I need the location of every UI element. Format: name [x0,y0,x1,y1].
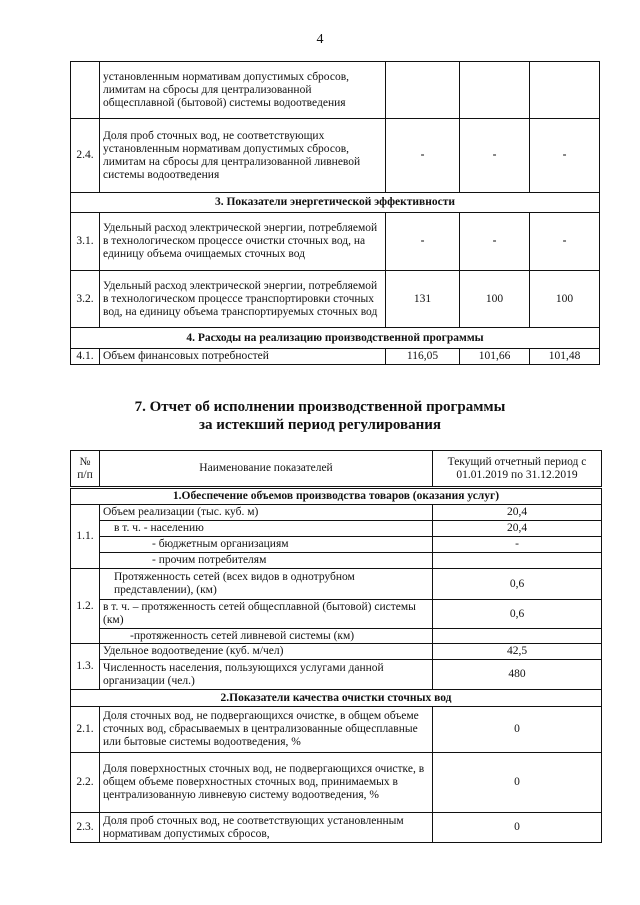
indicator-name: Удельный расход электрической энергии, потребляемой в технологическом процессе транспортировки сточных вод, на единицу объема транспортируемых сточных вод [100,271,386,328]
value-cell: 116,05 [386,349,460,365]
row-number [71,62,100,119]
indicator-name: в т. ч. - населению [100,521,433,537]
table-row [71,629,602,644]
table-row [71,521,602,537]
indicator-name: Доля проб сточных вод, не соответствующих установленным нормативам допустимых сбросов, лимитам на сбросы для централизованной ливневой системы водоотведения [100,119,386,193]
indicator-name: в т. ч. – протяженность сетей общесплавной (бытовой) системы (км) [100,600,433,629]
value-cell: - [530,213,600,271]
value-cell [386,62,460,119]
indicator-name: - бюджетным организациям [100,537,433,553]
value-cell: - [386,119,460,193]
section-row [71,488,602,505]
row-number: 2.2. [71,753,100,813]
table-row [71,644,602,660]
report-heading [0,398,640,434]
value-cell: 0 [433,753,602,813]
col-name-header: Наименование показателей [100,451,433,488]
row-number: 2.1. [71,707,100,753]
value-cell: 42,5 [433,644,602,660]
table-row [71,660,602,690]
indicator-name: Удельное водоотведение (куб. м/чел) [100,644,433,660]
page-number: 4 [316,32,324,47]
value-cell [530,62,600,119]
indicator-name: -протяженность сетей ливневой системы (км) [100,629,433,644]
value-cell: 100 [460,271,530,328]
table-row [71,553,602,569]
col-period-header: Текущий отчетный период с 01.01.2019 по 31.12.2019 [433,451,602,488]
section-row [71,193,600,213]
section-title: 1.Обеспечение объемов производства товаров (оказания услуг) [71,488,602,505]
row-number: 2.3. [71,813,100,843]
table-row [71,569,602,600]
value-cell: 0 [433,707,602,753]
indicator-name: Доля сточных вод, не подвергающихся очистке, в общем объеме сточных вод, сбрасываемых в централизованные общесплавные или бытовые системы водоотведения, % [100,707,433,753]
report-table [70,450,602,843]
row-number: 1.2. [71,569,100,644]
value-cell: - [386,213,460,271]
section-title: 2.Показатели качества очистки сточных вод [71,690,602,707]
value-cell: 0,6 [433,569,602,600]
indicator-name: Объем реализации (тыс. куб. м) [100,505,433,521]
value-cell: - [433,537,602,553]
row-number: 4.1. [71,349,100,365]
table-row [71,537,602,553]
value-cell: - [530,119,600,193]
section-row [71,690,602,707]
row-number: 1.3. [71,644,100,690]
table-row [71,62,600,119]
col-number-header: № п/п [71,451,100,488]
value-cell [460,62,530,119]
table-row [71,271,600,328]
value-cell: 20,4 [433,521,602,537]
value-cell: - [460,119,530,193]
indicator-name: Доля проб сточных вод, не соответствующих установленным нормативам допустимых сбросов, [100,813,433,843]
report-heading-line1: 7. Отчет об исполнении производственной программы [134,399,506,415]
table-row [71,349,600,365]
value-cell: 101,66 [460,349,530,365]
table-row [71,213,600,271]
row-number: 2.4. [71,119,100,193]
indicator-name: Удельный расход электрической энергии, потребляемой в технологическом процессе очистки сточных вод, на единицу объема очищаемых сточных вод [100,213,386,271]
table-row [71,813,602,843]
table-row [71,600,602,629]
indicator-name: - прочим потребителям [100,553,433,569]
value-cell: 0 [433,813,602,843]
indicator-name: Объем финансовых потребностей [100,349,386,365]
row-number: 3.1. [71,213,100,271]
indicator-name: Доля поверхностных сточных вод, не подвергающихся очистке, в общем объеме поверхностных сточных вод, принимаемых в централизованную ливневую систему водоотведения, % [100,753,433,813]
row-number: 3.2. [71,271,100,328]
value-cell: 100 [530,271,600,328]
indicator-name: Численность населения, пользующихся услугами данной организации (чел.) [100,660,433,690]
table-row [71,707,602,753]
value-cell: 20,4 [433,505,602,521]
value-cell: - [460,213,530,271]
indicator-name: Протяженность сетей (всех видов в однотрубном представлении), (км) [100,569,433,600]
section-row [71,328,600,349]
indicators-table-continued [70,61,600,365]
section-title: 4. Расходы на реализацию производственной программы [71,328,600,349]
value-cell [433,553,602,569]
table-row [71,753,602,813]
table-row [71,505,602,521]
value-cell: 0,6 [433,600,602,629]
value-cell: 131 [386,271,460,328]
table-row [71,119,600,193]
row-number: 1.1. [71,505,100,569]
section-title: 3. Показатели энергетической эффективности [71,193,600,213]
value-cell: 101,48 [530,349,600,365]
header-row [71,451,602,488]
report-heading-line2: за истекший период регулирования [198,417,442,433]
value-cell [433,629,602,644]
value-cell: 480 [433,660,602,690]
indicator-name: установленным нормативам допустимых сбросов, лимитам на сбросы для централизованной общесплавной (бытовой) системы водоотведения [100,62,386,119]
